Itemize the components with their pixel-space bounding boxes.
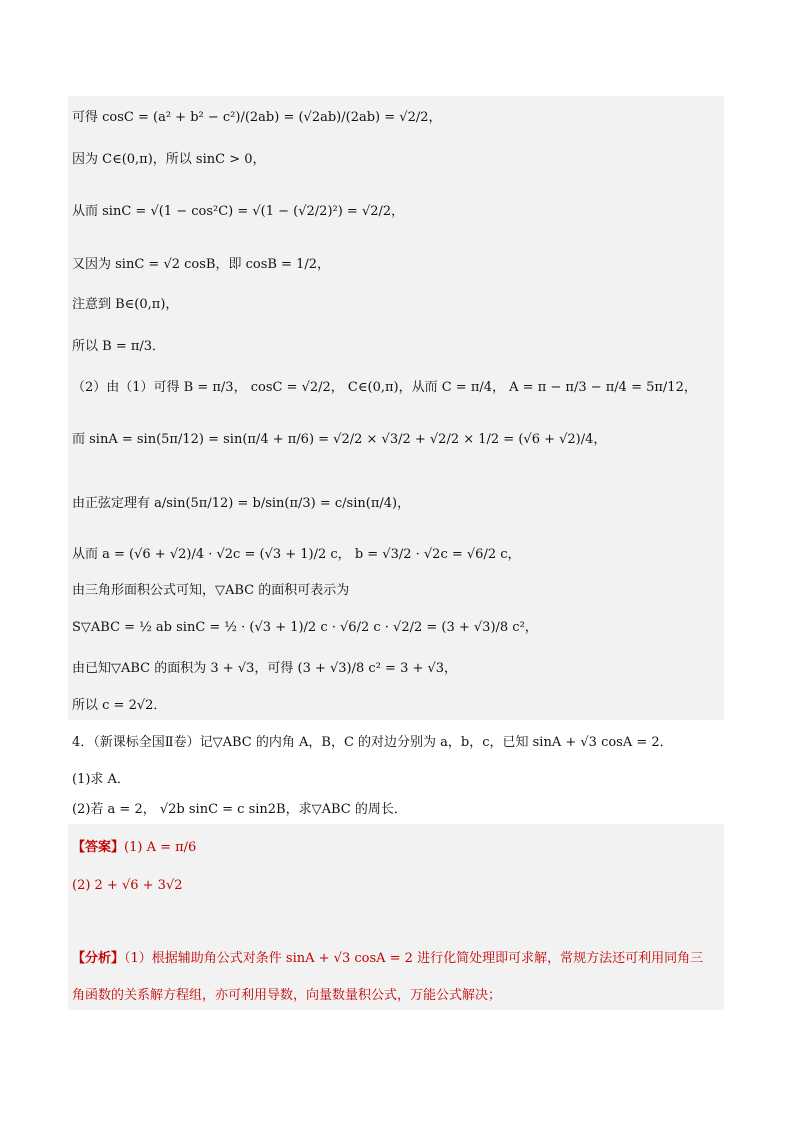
solution2-line-3: 由正弦定理有 a/sin(5π/12) = b/sin(π/3) = c/sin(π/4)， [72,496,411,511]
problem4-stem: 4．（新课标全国Ⅱ卷）记▽ABC 的内角 A，B，C 的对边分别为 a，b，c，已知 sinA + √3 cosA = 2． [72,735,673,750]
solution-line-1: 可得 cosC = (a² + b² − c²)/(2ab) = (√2ab)/(2ab) = √2/2， [72,110,442,125]
solution2-line-5: 由三角形面积公式可知，▽ABC 的面积可表示为 [72,583,350,598]
solution-line-5: 注意到 B∈(0,π)， [72,297,179,312]
solution2-line-6: S▽ABC = ½ ab sinC = ½ · (√3 + 1)/2 c · √6/2 c · √2/2 = (3 + √3)/8 c²， [72,620,538,635]
analysis-tag: 【分析】 [72,951,125,966]
analysis-line-1 [72,950,703,968]
solution2-line-1: （2）由（1）可得 B = π/3， cosC = √2/2， C∈(0,π)，从而 C = π/4， A = π − π/3 − π/4 = 5π/12， [72,380,697,395]
answer-line-1 [72,839,196,857]
analysis-text-1: （1）根据辅助角公式对条件 sinA + √3 cosA = 2 进行化简处理即可求解，常规方法还可利用同角三 [124,951,704,966]
problem4-q2: (2)若 a = 2， √2b sinC = c sin2B，求▽ABC 的周长． [72,802,407,817]
answer-line-2: (2) 2 + √6 + 3√2 [72,878,183,893]
problem4-q1: (1)求 A． [72,772,130,787]
answer-1: (1) A = π/6 [124,840,197,855]
solution2-line-7: 由已知▽ABC 的面积为 3 + √3，可得 (3 + √3)/8 c² = 3 + √3， [72,661,458,676]
answer-tag: 【答案】 [72,840,125,855]
solution-line-4: 又因为 sinC = √2 cosB，即 cosB = 1/2， [72,257,331,272]
solution-line-2: 因为 C∈(0,π)，所以 sinC > 0， [72,152,266,167]
analysis-line-2: 角函数的关系解方程组，亦可利用导数，向量数量积公式，万能公式解决； [72,988,502,1003]
solution2-line-8: 所以 c = 2√2． [72,698,167,713]
solution2-line-2: 而 sinA = sin(5π/12) = sin(π/4 + π/6) = √2/2 × √3/2 + √2/2 × 1/2 = (√6 + √2)/4， [72,432,607,447]
solution-line-3: 从而 sinC = √(1 − cos²C) = √(1 − (√2/2)²) = √2/2， [72,204,405,219]
solution2-line-4: 从而 a = (√6 + √2)/4 · √2c = (√3 + 1)/2 c， b = √3/2 · √2c = √6/2 c， [72,547,521,562]
solution-line-6: 所以 B = π/3． [72,339,166,354]
